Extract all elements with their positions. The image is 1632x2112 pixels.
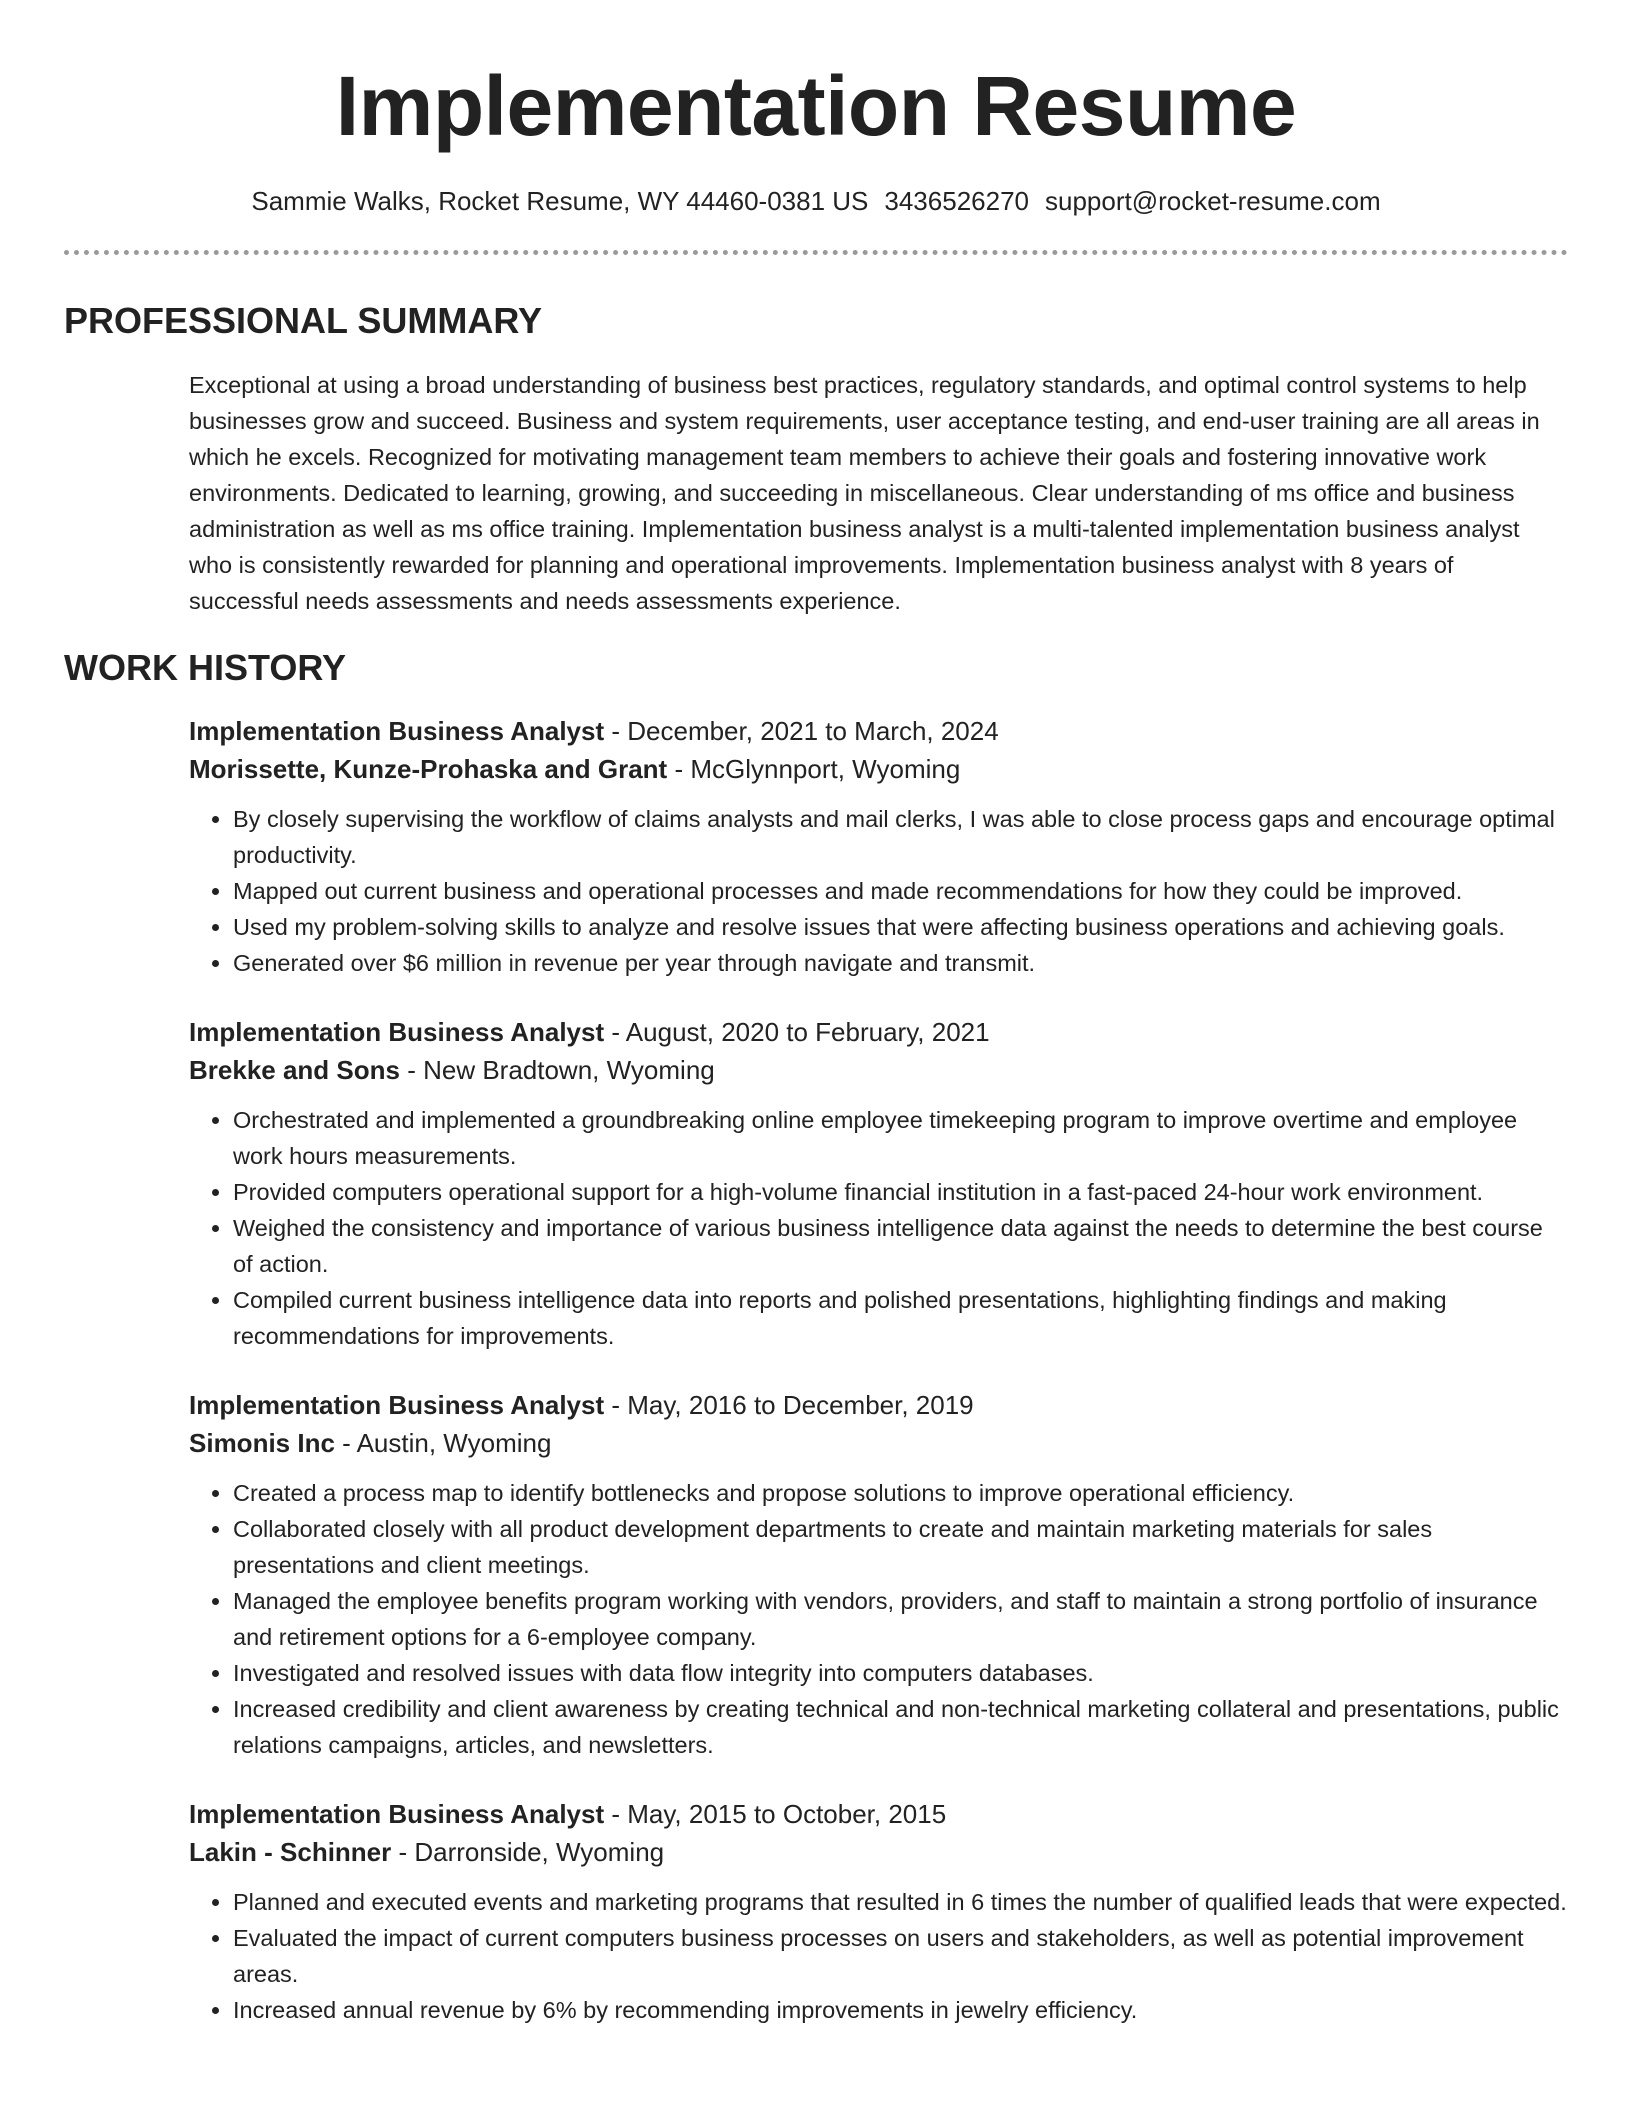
job-title-line bbox=[189, 1795, 1568, 1833]
job-title: Implementation Business Analyst bbox=[189, 1799, 605, 1829]
job-bullet: • Compiled current business intelligence data into reports and polished presentations, highlighting findings and making recommendations for improvements. bbox=[233, 1282, 1568, 1354]
resume-page bbox=[64, 0, 1568, 2028]
job-company-line bbox=[189, 750, 1568, 788]
job-title: Implementation Business Analyst bbox=[189, 1017, 605, 1047]
header-divider bbox=[64, 250, 1568, 255]
summary-text: Exceptional at using a broad understanding of business best practices, regulatory standards, and optimal control systems to help businesses grow and succeed. Business and system requirements, user acceptance testing, and end-user training are all areas in which he excels. Recognized for motivating management team members to achieve their goals and fostering innovative work environments. Dedicated to learning, growing, and succeeding in miscellaneous. Clear understanding of ms office and business administration as well as ms office training. Implementation business analyst is a multi-talented implementation business analyst who is consistently rewarded for planning and operational improvements. Implementation business analyst with 8 years of successful needs assessments and needs assessments experience. bbox=[189, 372, 1540, 614]
job-bullet: • Generated over $6 million in revenue per year through navigate and transmit. bbox=[233, 945, 1568, 981]
contact-phone: 3436526270 bbox=[884, 186, 1029, 216]
job-bullets bbox=[189, 1475, 1568, 1763]
contact-address: Sammie Walks, Rocket Resume, WY 44460-0381 US bbox=[251, 186, 869, 216]
job-entry bbox=[189, 712, 1568, 981]
job-company: Simonis Inc bbox=[189, 1428, 335, 1458]
job-bullet: • Mapped out current business and operational processes and made recommendations for how they could be improved. bbox=[233, 873, 1568, 909]
job-bullet: • Planned and executed events and marketing programs that resulted in 6 times the number of qualified leads that were expected. bbox=[233, 1884, 1568, 1920]
job-dates: - December, 2021 to March, 2024 bbox=[604, 716, 999, 746]
job-company-line bbox=[189, 1833, 1568, 1871]
summary-heading: PROFESSIONAL SUMMARY bbox=[64, 300, 543, 341]
job-bullet: • Evaluated the impact of current computers business processes on users and stakeholders, as well as potential improvement areas. bbox=[233, 1920, 1568, 1992]
job-title-line bbox=[189, 1013, 1568, 1051]
job-bullet: • Managed the employee benefits program working with vendors, providers, and staff to maintain a strong portfolio of insurance and retirement options for a 6-employee company. bbox=[233, 1583, 1568, 1655]
summary-section bbox=[64, 299, 1568, 619]
job-bullet: • Collaborated closely with all product development departments to create and maintain marketing materials for sales presentations and client meetings. bbox=[233, 1511, 1568, 1583]
job-company-line bbox=[189, 1424, 1568, 1462]
job-bullet: • Provided computers operational support for a high-volume financial institution in a fast-paced 24-hour work environment. bbox=[233, 1174, 1568, 1210]
job-bullet: • Created a process map to identify bottlenecks and propose solutions to improve operational efficiency. bbox=[233, 1475, 1568, 1511]
job-company: Lakin - Schinner bbox=[189, 1837, 392, 1867]
job-title: Implementation Business Analyst bbox=[189, 716, 605, 746]
job-bullet: • Increased credibility and client awareness by creating technical and non-technical marketing collateral and presentations, public relations campaigns, articles, and newsletters. bbox=[233, 1691, 1568, 1763]
job-entry bbox=[189, 1386, 1568, 1763]
job-dates: - May, 2016 to December, 2019 bbox=[604, 1390, 974, 1420]
job-entry bbox=[189, 1013, 1568, 1354]
job-bullet: • By closely supervising the workflow of claims analysts and mail clerks, I was able to close process gaps and encourage optimal productivity. bbox=[233, 801, 1568, 873]
page-title: Implementation Resume bbox=[335, 59, 1297, 153]
job-title-line bbox=[189, 1386, 1568, 1424]
job-bullet: • Used my problem-solving skills to analyze and resolve issues that were affecting business operations and achieving goals. bbox=[233, 909, 1568, 945]
contact-email: support@rocket-resume.com bbox=[1045, 186, 1381, 216]
job-company: Morissette, Kunze-Prohaska and Grant bbox=[189, 754, 668, 784]
job-list bbox=[64, 712, 1568, 2028]
job-bullet: • Increased annual revenue by 6% by recommending improvements in jewelry efficiency. bbox=[233, 1992, 1568, 2028]
job-dates: - May, 2015 to October, 2015 bbox=[604, 1799, 947, 1829]
job-company: Brekke and Sons bbox=[189, 1055, 400, 1085]
job-location: - New Bradtown, Wyoming bbox=[399, 1055, 715, 1085]
job-bullet: • Investigated and resolved issues with data flow integrity into computers databases. bbox=[233, 1655, 1568, 1691]
job-bullet: • Orchestrated and implemented a groundbreaking online employee timekeeping program to improve overtime and employee work hours measurements. bbox=[233, 1102, 1568, 1174]
work-history-section bbox=[64, 646, 1568, 2028]
job-title: Implementation Business Analyst bbox=[189, 1390, 605, 1420]
job-dates: - August, 2020 to February, 2021 bbox=[604, 1017, 990, 1047]
contact-line bbox=[64, 184, 1568, 218]
job-bullets bbox=[189, 1884, 1568, 2028]
job-location: - Darronside, Wyoming bbox=[391, 1837, 665, 1867]
job-location: - Austin, Wyoming bbox=[334, 1428, 552, 1458]
job-bullets bbox=[189, 801, 1568, 981]
job-bullets bbox=[189, 1102, 1568, 1354]
job-entry bbox=[189, 1795, 1568, 2028]
job-bullet: • Weighed the consistency and importance of various business intelligence data against the needs to determine the best course of action. bbox=[233, 1210, 1568, 1282]
job-title-line bbox=[189, 712, 1568, 750]
job-location: - McGlynnport, Wyoming bbox=[667, 754, 961, 784]
job-company-line bbox=[189, 1051, 1568, 1089]
work-history-heading: WORK HISTORY bbox=[64, 647, 347, 688]
